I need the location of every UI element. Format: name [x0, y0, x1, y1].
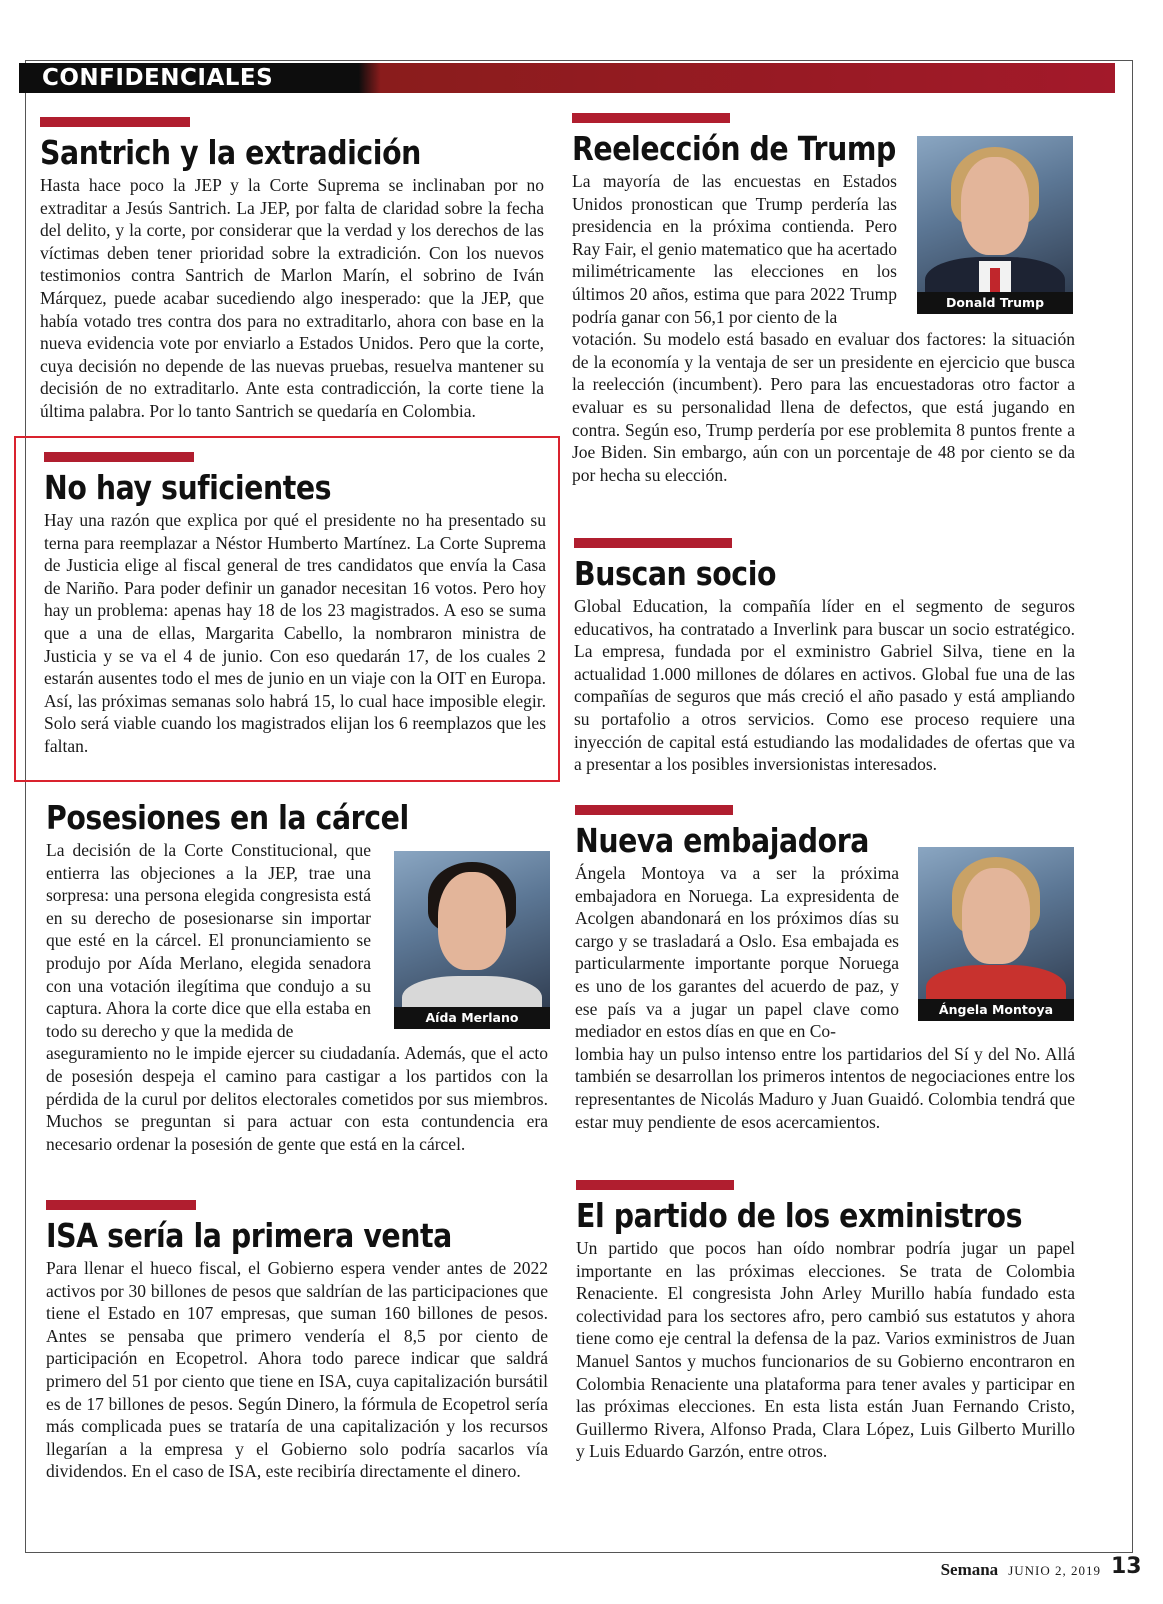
article-headline: ISA sería la primera venta	[46, 1216, 452, 1255]
article-body-continued: votación. Su modelo está basado en evaluar dos factores: la situación de la economía y la ventaja de ser un presidente en ejercicio que busca la reelección (incumbent). Pero para las encuestadoras otro factor a evaluar es su personalidad llena de defectos, que está jugando en contra. Según eso, Trump perdería por ese problemita 8 puntos frente a Joe Biden. Sin embargo, aún con un porcentaje de 48 por ciento se da por hecha su elección.	[572, 329, 1075, 485]
article-headline: No hay suficientes	[44, 468, 332, 507]
article-body: Hay una razón que explica por qué el presidente no ha presentado su terna para reemplazar a Néstor Humberto Martínez. La Corte Suprema de Justicia elige al fiscal general de tres candidatos que envía la Casa de Nariño. Para poder definir un ganador necesitan 16 votos. Pero hoy hay un problema: apenas hay 18 de los 23 magistrados. A eso se suma que a una de ellas, Margarita Cabello, la nombraron ministra de Justicia y se va el 4 de junio. Con eso quedarán 17, de los cuales 2 estarán ausentes todo el mes de junio en un viaje con la OIT en Europa. Así, las próximas semanas solo habrá 15, lo cual hace imposible elegir. Solo será viable cuando los magistrados elijan los 6 reemplazos que les faltan.	[44, 510, 546, 756]
article-no-hay-suficientes	[44, 452, 546, 758]
kicker-bar	[576, 1180, 734, 1190]
article-body: Un partido que pocos han oído nombrar podría jugar un papel importante en las próximas elecciones. Se trata de Colombia Renaciente. El congresista John Arley Murillo había fundado esta colectividad para los sectores afro, pero cambió sus estatutos y ahora tiene como eje central la defensa de la paz. Varios exministros de Juan Manuel Santos y muchos funcionarios de su Gobierno encontraron en Colombia Renaciente una plataforma para tener avales y participar en las próximas elecciones. En esta lista están Juan Fernando Cristo, Guillermo Rivera, Alfonso Prada, Clara López, Luis Gilberto Murillo y Luis Eduardo Garzón, entre otros.	[576, 1238, 1075, 1462]
kicker-bar	[575, 805, 733, 815]
kicker-bar	[44, 452, 194, 462]
kicker-bar	[572, 113, 730, 123]
article-body: La decisión de la Corte Constitucional, que entierra las objeciones a la JEP, trae una sorpresa: una persona elegida congresista está en su derecho de posesionarse sin importar que esté en la cárcel. El pronunciamiento se produjo por Aída Merlano, elegida senadora con una votación ilegítima que condujo a su captura. Ahora la corte dice que ella estaba en todo su derecho y que la medida de	[46, 840, 371, 1041]
kicker-bar	[40, 117, 190, 127]
article-body: Ángela Montoya va a ser la próxima embajadora en Noruega. La expresidenta de Acolgen abandonará en los próximos días su cargo y se trasladará a Oslo. Esa embajada es particularmente importante porque Noruega es uno de los garantes del acuerdo de paz, y ese país va a jugar un papel clave como mediador en estos días en que en Co-	[575, 863, 899, 1042]
photo-angela-montoya	[918, 847, 1074, 1021]
kicker-bar	[46, 1200, 196, 1210]
article-buscan-socio	[574, 538, 1075, 776]
article-headline: Buscan socio	[574, 554, 777, 593]
page-footer	[940, 1554, 1142, 1580]
page-number: 13	[1111, 1554, 1142, 1579]
issue-date: JUNIO 2, 2019	[1008, 1563, 1101, 1578]
photo-caption: Aída Merlano	[394, 1007, 550, 1029]
article-headline: Posesiones en la cárcel	[46, 798, 409, 837]
article-body-continued: aseguramiento no le impide ejercer su ciudadanía. Además, que el acto de posesión despeja el camino para castigar a los partidos con la pérdida de la curul por delitos electorales cometidos por sus miembros. Muchos se preguntan si para actuar con esta contundencia era necesario ordenar la posesión de gente que está en la cárcel.	[46, 1043, 548, 1154]
article-body: Para llenar el hueco fiscal, el Gobierno espera vender antes de 2022 activos por 30 billones de pesos que saldrían de las participaciones que tiene el Estado en 107 empresas, que suman 160 billones de pesos. Antes se pensaba que primero vendería el 8,5 por ciento de participación en Ecopetrol. Ahora todo parece indicar que saldrá primero del 51 por ciento que tiene en ISA, cuya capitalización bursátil es de 17 billones de pesos. Según Dinero, la fórmula de Ecopetrol sería más complicada pues se trataría de una capitalización y los recursos llegarían a la empresa y el Gobierno solo podría sacarlos vía dividendos. En el caso de ISA, este recibiría directamente el dinero.	[46, 1258, 548, 1482]
article-body-continued: lombia hay un pulso intenso entre los partidarios del Sí y del No. Allá también se desarrollan los primeros intentos de negociaciones entre los representantes de Nicolás Maduro y Juan Guaidó. Colombia tendrá que estar muy pendiente de esos acercamientos.	[575, 1043, 1075, 1132]
article-headline: Reelección de Trump	[572, 129, 896, 168]
article-body: Hasta hace poco la JEP y la Corte Suprema se inclinaban por no extraditar a Jesús Santrich. La JEP, por falta de claridad sobre la fecha del delito, y la corte, por considerar que la verdad y los derechos de las víctimas deben tener prioridad sobre la extradición. Con los nuevos testimonios contra Santrich de Marlon Marín, el sobrino de Iván Márquez, puede acabar sucediendo algo inesperado: que la JEP, que había votado tres contra dos para no extraditarlo, ahora con base en la nueva evidencia vote por enviarlo a Estados Unidos. Pero que la corte, cuya decisión no depende de las nuevas pruebas, resuelva mantener su decisión de no extraditarlo. Ante esta contradicción, la corte tiene la última palabra. Por lo tanto Santrich se quedaría en Colombia.	[40, 175, 544, 421]
article-santrich	[40, 117, 544, 423]
photo-caption: Ángela Montoya	[918, 999, 1074, 1021]
article-isa	[46, 1200, 548, 1483]
article-body: La mayoría de las encuestas en Estados Unidos pronostican que Trump perdería las presidencia en la próxima contienda. Pero Ray Fair, el genio matematico que ha acertado milimétricamente las elecciones en los últimos 20 años, estima que para 2022 Trump podría ganar con 56,1 por ciento de la	[572, 171, 897, 327]
article-body: Global Education, la compañía líder en el segmento de seguros educativos, ha contratado a Inverlink para buscar un socio estratégico. La empresa, fundada por el exministro Gabriel Silva, tiene en la actualidad 1.000 millones de dólares en activos. Global fue una de las compañías de seguros que más creció el año pasado y está ampliando su portafolio a otros servicios. Como ese proceso requiere una inyección de capital está estudiando las modalidades de ofertas que va a presentar a los posibles inversionistas interesados.	[574, 596, 1075, 775]
article-headline: Nueva embajadora	[575, 821, 869, 860]
kicker-bar	[574, 538, 732, 548]
article-partido-exministros	[576, 1180, 1075, 1463]
photo-caption: Donald Trump	[917, 292, 1073, 314]
section-header	[19, 63, 1115, 93]
photo-donald-trump	[917, 136, 1073, 314]
magazine-name: Semana	[940, 1560, 999, 1579]
article-headline: El partido de los exministros	[576, 1196, 1023, 1235]
section-title: CONFIDENCIALES	[42, 65, 274, 91]
article-headline: Santrich y la extradición	[40, 133, 421, 172]
photo-aida-merlano	[394, 851, 550, 1029]
